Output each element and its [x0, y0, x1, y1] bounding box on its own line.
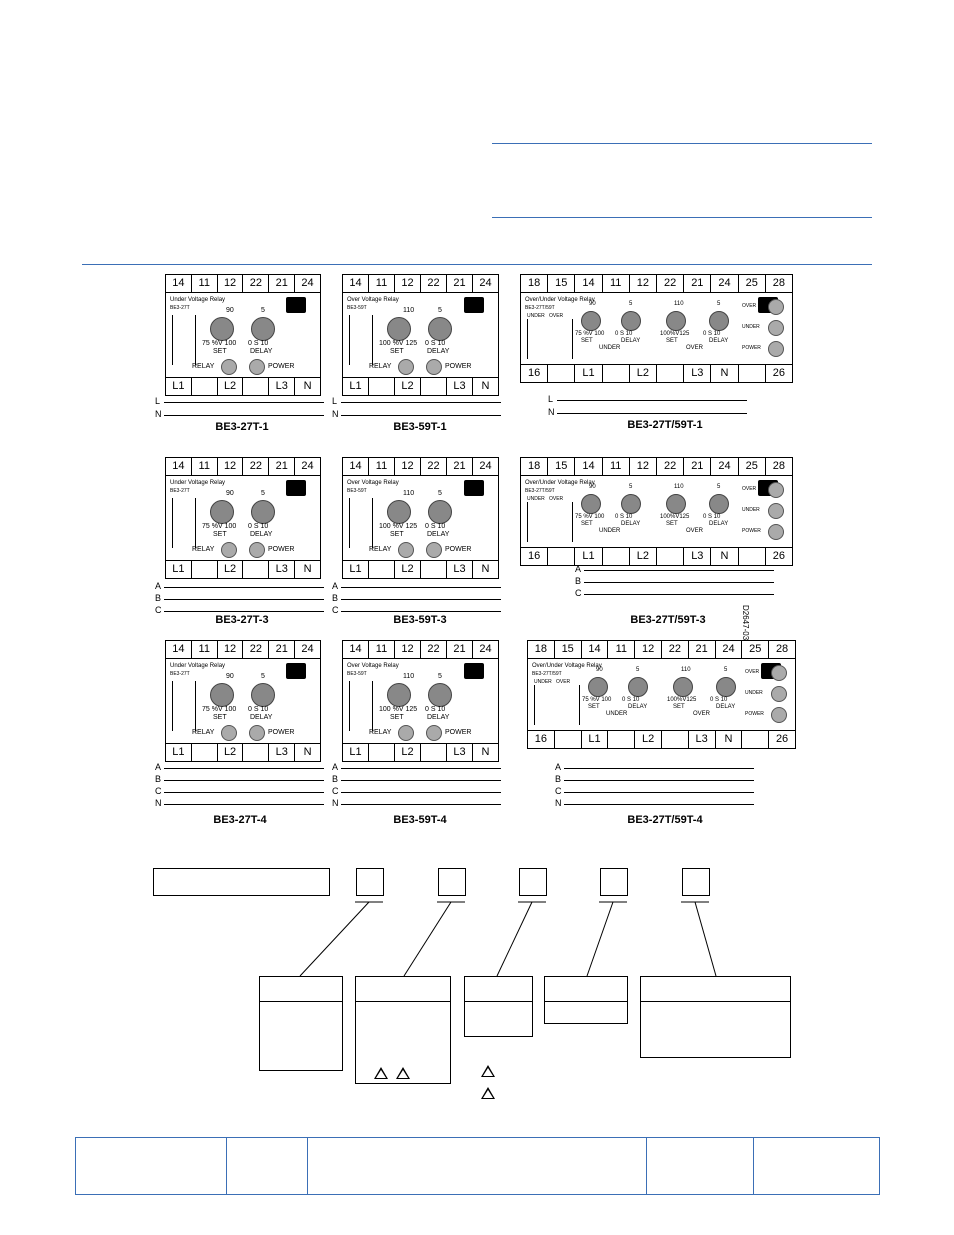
power-lamp-label: POWER — [745, 711, 764, 717]
terminal-label: L1 — [343, 744, 369, 761]
terminal-label: L3 — [447, 561, 473, 578]
over-set-knob-scale: 100%V125 — [660, 331, 690, 337]
wire-label: A — [155, 762, 162, 772]
terminal-label: 14 — [166, 275, 192, 292]
under-set-knob-scale: 75 %V 100 — [575, 331, 605, 337]
set-dial-top-value: 110 — [403, 490, 415, 497]
set-label: SET — [213, 348, 227, 355]
terminal-label: 11 — [369, 641, 395, 658]
set-dial-scale: 75 %V 100 — [202, 523, 237, 530]
set-label: SET — [390, 531, 404, 538]
terminal-label: L1 — [582, 731, 609, 748]
set-dial-top-value: 90 — [226, 490, 234, 497]
option-box-3 — [464, 976, 533, 1037]
terminal-label: 12 — [635, 641, 662, 658]
wire-label: B — [575, 576, 582, 586]
under-set-knob-scale: 75 %V 100 — [575, 514, 605, 520]
over-lamp-label: OVER — [745, 669, 760, 675]
terminal-label: N — [481, 746, 490, 758]
terminal-label: L2 — [630, 365, 657, 382]
set-dial-scale: 75 %V 100 — [202, 706, 237, 713]
over-set-knob-scale: 100%V125 — [667, 697, 697, 703]
wire-label: B — [155, 593, 162, 603]
model-label: BE3-27T-3 — [215, 614, 269, 626]
power-lamp-label: POWER — [268, 729, 295, 736]
delay-dial-scale: 0 S 10 — [248, 706, 269, 713]
wire-label: N — [332, 409, 339, 419]
relay-lamp-label: RELAY — [192, 729, 215, 736]
terminal-label: L1 — [343, 561, 369, 578]
terminal-label: 25 — [742, 641, 769, 658]
over-lamp-label: OVER — [742, 303, 757, 309]
over-delay-knob-label: DELAY — [709, 521, 729, 527]
wire-label: C — [155, 605, 162, 615]
terminal-label: N — [711, 548, 738, 565]
terminal-label: 22 — [421, 641, 447, 658]
model-label: BE3-27T-1 — [215, 421, 269, 433]
terminal-label: L3 — [684, 548, 711, 565]
terminal-label: 14 — [343, 275, 369, 292]
over-delay-knob-top-value: 5 — [724, 667, 728, 673]
delay-dial-scale: 0 S 10 — [248, 340, 269, 347]
terminal-label: 26 — [775, 733, 789, 745]
over-contacts-label: OVER — [556, 679, 571, 685]
power-lamp-label: POWER — [742, 345, 761, 351]
under-set-knob-scale: 75 %V 100 — [582, 697, 612, 703]
delay-dial-top-value: 5 — [438, 307, 442, 314]
delay-dial-scale: 0 S 10 — [425, 706, 446, 713]
terminal-label: 21 — [269, 641, 295, 658]
set-dial-top-value: 110 — [403, 307, 415, 314]
over-set-knob-top-value: 110 — [674, 301, 684, 307]
terminal-label: L2 — [218, 378, 244, 395]
over-group-label: OVER — [686, 345, 704, 351]
relay-title: Over Voltage Relay — [347, 480, 399, 486]
terminal-label: 22 — [657, 275, 684, 292]
terminal-label: 28 — [772, 277, 786, 289]
delay-dial-scale: 0 S 10 — [425, 523, 446, 530]
terminal-label: 24 — [479, 277, 492, 289]
set-dial-scale: 100 %V 125 — [379, 706, 418, 713]
terminal-label: 11 — [603, 458, 630, 475]
under-delay-knob-scale: 0 S 10 — [615, 331, 633, 337]
over-group-label: OVER — [693, 711, 711, 717]
terminal-label: 24 — [479, 460, 492, 472]
over-contacts-label: OVER — [549, 496, 564, 502]
over-delay-knob-top-value: 5 — [717, 484, 721, 490]
terminal-label: L2 — [630, 548, 657, 565]
power-lamp-label: POWER — [268, 363, 295, 370]
footer-table — [75, 1137, 880, 1195]
terminal-label: 12 — [395, 275, 421, 292]
delay-label: DELAY — [250, 531, 273, 538]
wire-label: A — [575, 564, 582, 574]
under-contacts-label: UNDER — [534, 679, 552, 685]
terminal-label: 16 — [521, 365, 548, 382]
power-lamp-label: POWER — [742, 528, 761, 534]
set-dial-scale: 75 %V 100 — [202, 340, 237, 347]
relay-title: Under Voltage Relay — [170, 480, 226, 486]
terminal-label: L2 — [635, 731, 662, 748]
over-set-knob-label: SET — [666, 338, 678, 344]
terminal-label: L1 — [166, 378, 192, 395]
relay-lamp-label: RELAY — [369, 729, 392, 736]
delay-dial-scale: 0 S 10 — [425, 340, 446, 347]
over-set-knob-top-value: 110 — [674, 484, 684, 490]
wire-label: L — [548, 394, 554, 404]
relay-lamp-label: RELAY — [369, 363, 392, 370]
terminal-label: 15 — [555, 641, 582, 658]
triangle-note-icon — [481, 1065, 495, 1077]
terminal-label: 12 — [218, 275, 244, 292]
terminal-label: N — [716, 731, 743, 748]
wire-label: C — [575, 588, 582, 598]
relay-lamp-label: RELAY — [369, 546, 392, 553]
terminal-label: 12 — [218, 458, 244, 475]
relay-title: Over Voltage Relay — [347, 297, 399, 303]
terminal-label: 24 — [301, 460, 314, 472]
terminal-label: L1 — [166, 561, 192, 578]
under-group-label: UNDER — [599, 528, 621, 534]
terminal-label: 11 — [608, 641, 635, 658]
terminal-label: 12 — [218, 641, 244, 658]
triangle-note-icon — [396, 1067, 410, 1079]
terminal-label: 22 — [243, 641, 269, 658]
delay-label: DELAY — [427, 531, 450, 538]
over-group-label: OVER — [686, 528, 704, 534]
wire-label: A — [332, 762, 339, 772]
under-lamp-label: UNDER — [745, 690, 763, 696]
under-set-knob-label: SET — [588, 704, 600, 710]
terminal-label: 22 — [243, 275, 269, 292]
terminal-label: 22 — [421, 458, 447, 475]
wire-label: A — [155, 581, 162, 591]
triangle-note-icon — [481, 1087, 495, 1099]
terminal-label: L3 — [689, 731, 716, 748]
relay-title: Over/Under Voltage Relay — [532, 663, 602, 669]
under-delay-knob-label: DELAY — [628, 704, 648, 710]
terminal-label: 24 — [716, 641, 743, 658]
terminal-label: 24 — [301, 277, 314, 289]
over-delay-knob-scale: 0 S 10 — [710, 697, 728, 703]
set-dial-top-value: 90 — [226, 307, 234, 314]
relay-title: Over Voltage Relay — [347, 663, 399, 669]
model-label: BE3-27T-4 — [213, 814, 267, 826]
terminal-label: 21 — [269, 275, 295, 292]
wire-label: B — [155, 774, 162, 784]
delay-dial-top-value: 5 — [261, 307, 265, 314]
over-delay-knob-scale: 0 S 10 — [703, 331, 721, 337]
set-label: SET — [390, 348, 404, 355]
power-lamp-label: POWER — [445, 546, 472, 553]
under-delay-knob-top-value: 5 — [636, 667, 640, 673]
terminal-label: 24 — [711, 275, 738, 292]
terminal-label: N — [303, 746, 312, 758]
model-label: BE3-27T/59T-1 — [627, 419, 703, 431]
under-set-knob-top-value: 90 — [589, 301, 596, 307]
under-delay-knob-label: DELAY — [621, 521, 641, 527]
terminal-label: L1 — [575, 365, 602, 382]
terminal-label: 11 — [192, 458, 218, 475]
relay-subtitle: BE3-27T — [170, 488, 190, 494]
terminal-label: 21 — [684, 458, 711, 475]
under-contacts-label: UNDER — [527, 496, 545, 502]
terminal-label: 21 — [269, 458, 295, 475]
relay-title: Under Voltage Relay — [170, 297, 226, 303]
terminal-label: 24 — [479, 643, 492, 655]
terminal-label: N — [303, 380, 312, 392]
under-lamp-label: UNDER — [742, 507, 760, 513]
delay-dial-scale: 0 S 10 — [248, 523, 269, 530]
drawing-number: D2647-03 — [741, 605, 750, 641]
terminal-label: 25 — [739, 275, 766, 292]
delay-label: DELAY — [427, 714, 450, 721]
terminal-label: 16 — [521, 548, 548, 565]
over-set-knob-top-value: 110 — [681, 667, 691, 673]
under-set-knob-top-value: 90 — [596, 667, 603, 673]
set-dial-scale: 100 %V 125 — [379, 340, 418, 347]
wire-label: N — [332, 798, 339, 808]
over-delay-knob-label: DELAY — [709, 338, 729, 344]
wire-label: B — [332, 593, 339, 603]
over-delay-knob-top-value: 5 — [717, 301, 721, 307]
terminal-label: L3 — [447, 744, 473, 761]
terminal-label: 22 — [657, 458, 684, 475]
terminal-label: 14 — [582, 641, 609, 658]
under-set-knob-top-value: 90 — [589, 484, 596, 490]
terminal-label: 21 — [447, 641, 473, 658]
model-label: BE3-27T/59T-4 — [627, 814, 703, 826]
terminal-label: 21 — [447, 275, 473, 292]
delay-dial-top-value: 5 — [438, 490, 442, 497]
relay-subtitle: BE3-27T/59T — [532, 671, 562, 677]
terminal-label: L3 — [684, 365, 711, 382]
terminal-label: 14 — [575, 458, 602, 475]
terminal-label: 18 — [521, 275, 548, 292]
power-lamp-label: POWER — [445, 363, 472, 370]
wire-label: C — [155, 786, 162, 796]
over-set-knob-label: SET — [673, 704, 685, 710]
terminal-label: 21 — [689, 641, 716, 658]
delay-dial-top-value: 5 — [261, 673, 265, 680]
over-contacts-label: OVER — [549, 313, 564, 319]
terminal-label: 26 — [772, 550, 786, 562]
terminal-label: 14 — [166, 641, 192, 658]
terminal-label: 21 — [447, 458, 473, 475]
under-delay-knob-top-value: 5 — [629, 484, 633, 490]
relay-subtitle: BE3-27T — [170, 671, 190, 677]
terminal-label: L2 — [395, 378, 421, 395]
over-set-knob-scale: 100%V125 — [660, 514, 690, 520]
terminal-label: 12 — [630, 275, 657, 292]
relay-lamp-label: RELAY — [192, 546, 215, 553]
wire-label: N — [155, 798, 162, 808]
terminal-label: 15 — [548, 458, 575, 475]
terminal-label: 12 — [630, 458, 657, 475]
set-label: SET — [390, 714, 404, 721]
terminal-label: 16 — [528, 731, 555, 748]
terminal-label: 11 — [192, 275, 218, 292]
model-label: BE3-59T-1 — [393, 421, 447, 433]
set-label: SET — [213, 531, 227, 538]
delay-dial-top-value: 5 — [438, 673, 442, 680]
over-delay-knob-scale: 0 S 10 — [703, 514, 721, 520]
under-contacts-label: UNDER — [527, 313, 545, 319]
relay-title: Over/Under Voltage Relay — [525, 297, 595, 303]
relay-title: Under Voltage Relay — [170, 663, 226, 669]
set-label: SET — [213, 714, 227, 721]
terminal-label: L3 — [269, 744, 295, 761]
set-dial-top-value: 110 — [403, 673, 415, 680]
terminal-label: 14 — [575, 275, 602, 292]
terminal-label: 28 — [772, 460, 786, 472]
terminal-label: N — [711, 365, 738, 382]
set-dial-scale: 100 %V 125 — [379, 523, 418, 530]
wire-label: N — [155, 409, 162, 419]
option-box-4 — [544, 976, 628, 1024]
terminal-label: N — [481, 563, 490, 575]
terminal-label: 14 — [343, 641, 369, 658]
relay-subtitle: BE3-27T/59T — [525, 488, 555, 494]
relay-subtitle: BE3-59T — [347, 671, 367, 677]
under-group-label: UNDER — [599, 345, 621, 351]
relay-subtitle: BE3-27T — [170, 305, 190, 311]
relay-subtitle: BE3-59T — [347, 488, 367, 494]
under-delay-knob-scale: 0 S 10 — [622, 697, 640, 703]
wire-label: A — [555, 762, 562, 772]
terminal-label: L1 — [343, 378, 369, 395]
relay-subtitle: BE3-59T — [347, 305, 367, 311]
relay-title: Over/Under Voltage Relay — [525, 480, 595, 486]
under-delay-knob-label: DELAY — [621, 338, 641, 344]
terminal-label: 22 — [421, 275, 447, 292]
terminal-label: 24 — [301, 643, 314, 655]
triangle-note-icon — [374, 1067, 388, 1079]
terminal-label: L1 — [575, 548, 602, 565]
option-box-5 — [640, 976, 791, 1058]
over-delay-knob-label: DELAY — [716, 704, 736, 710]
set-dial-top-value: 90 — [226, 673, 234, 680]
terminal-label: L2 — [218, 744, 244, 761]
terminal-label: 18 — [528, 641, 555, 658]
under-group-label: UNDER — [606, 711, 628, 717]
terminal-label: L1 — [166, 744, 192, 761]
wire-label: B — [332, 774, 339, 784]
under-set-knob-label: SET — [581, 338, 593, 344]
terminal-label: 11 — [369, 458, 395, 475]
terminal-label: N — [481, 380, 490, 392]
terminal-label: 21 — [684, 275, 711, 292]
model-label: BE3-59T-4 — [393, 814, 447, 826]
relay-subtitle: BE3-27T/59T — [525, 305, 555, 311]
terminal-label: 15 — [548, 275, 575, 292]
model-label: BE3-27T/59T-3 — [630, 614, 706, 626]
wire-label: L — [155, 396, 161, 406]
terminal-label: 28 — [775, 643, 789, 655]
terminal-label: 24 — [711, 458, 738, 475]
terminal-label: 22 — [243, 458, 269, 475]
delay-label: DELAY — [250, 348, 273, 355]
terminal-label: L3 — [269, 378, 295, 395]
wire-label: C — [332, 786, 339, 796]
wire-label: B — [555, 774, 562, 784]
terminal-label: L2 — [395, 561, 421, 578]
terminal-label: 11 — [603, 275, 630, 292]
over-lamp-label: OVER — [742, 486, 757, 492]
option-box-1 — [259, 976, 343, 1071]
wire-label: C — [555, 786, 562, 796]
under-set-knob-label: SET — [581, 521, 593, 527]
delay-dial-top-value: 5 — [261, 490, 265, 497]
terminal-label: 12 — [395, 641, 421, 658]
terminal-label: 22 — [662, 641, 689, 658]
terminal-label: 12 — [395, 458, 421, 475]
relay-lamp-label: RELAY — [192, 363, 215, 370]
wire-label: C — [332, 605, 339, 615]
under-lamp-label: UNDER — [742, 324, 760, 330]
model-label: BE3-59T-3 — [393, 614, 447, 626]
terminal-label: L2 — [218, 561, 244, 578]
terminal-label: 14 — [166, 458, 192, 475]
terminal-label: 11 — [192, 641, 218, 658]
under-delay-knob-top-value: 5 — [629, 301, 633, 307]
terminal-label: 25 — [739, 458, 766, 475]
terminal-label: L3 — [447, 378, 473, 395]
under-delay-knob-scale: 0 S 10 — [615, 514, 633, 520]
terminal-label: 14 — [343, 458, 369, 475]
terminal-label: L2 — [395, 744, 421, 761]
terminal-label: L3 — [269, 561, 295, 578]
wire-label: L — [332, 396, 338, 406]
power-lamp-label: POWER — [268, 546, 295, 553]
terminal-label: N — [303, 563, 312, 575]
wire-label: N — [548, 407, 555, 417]
delay-label: DELAY — [250, 714, 273, 721]
terminal-label: 11 — [369, 275, 395, 292]
over-set-knob-label: SET — [666, 521, 678, 527]
terminal-label: 18 — [521, 458, 548, 475]
power-lamp-label: POWER — [445, 729, 472, 736]
wire-label: A — [332, 581, 339, 591]
terminal-label: 26 — [772, 367, 786, 379]
wire-label: N — [555, 798, 562, 808]
delay-label: DELAY — [427, 348, 450, 355]
